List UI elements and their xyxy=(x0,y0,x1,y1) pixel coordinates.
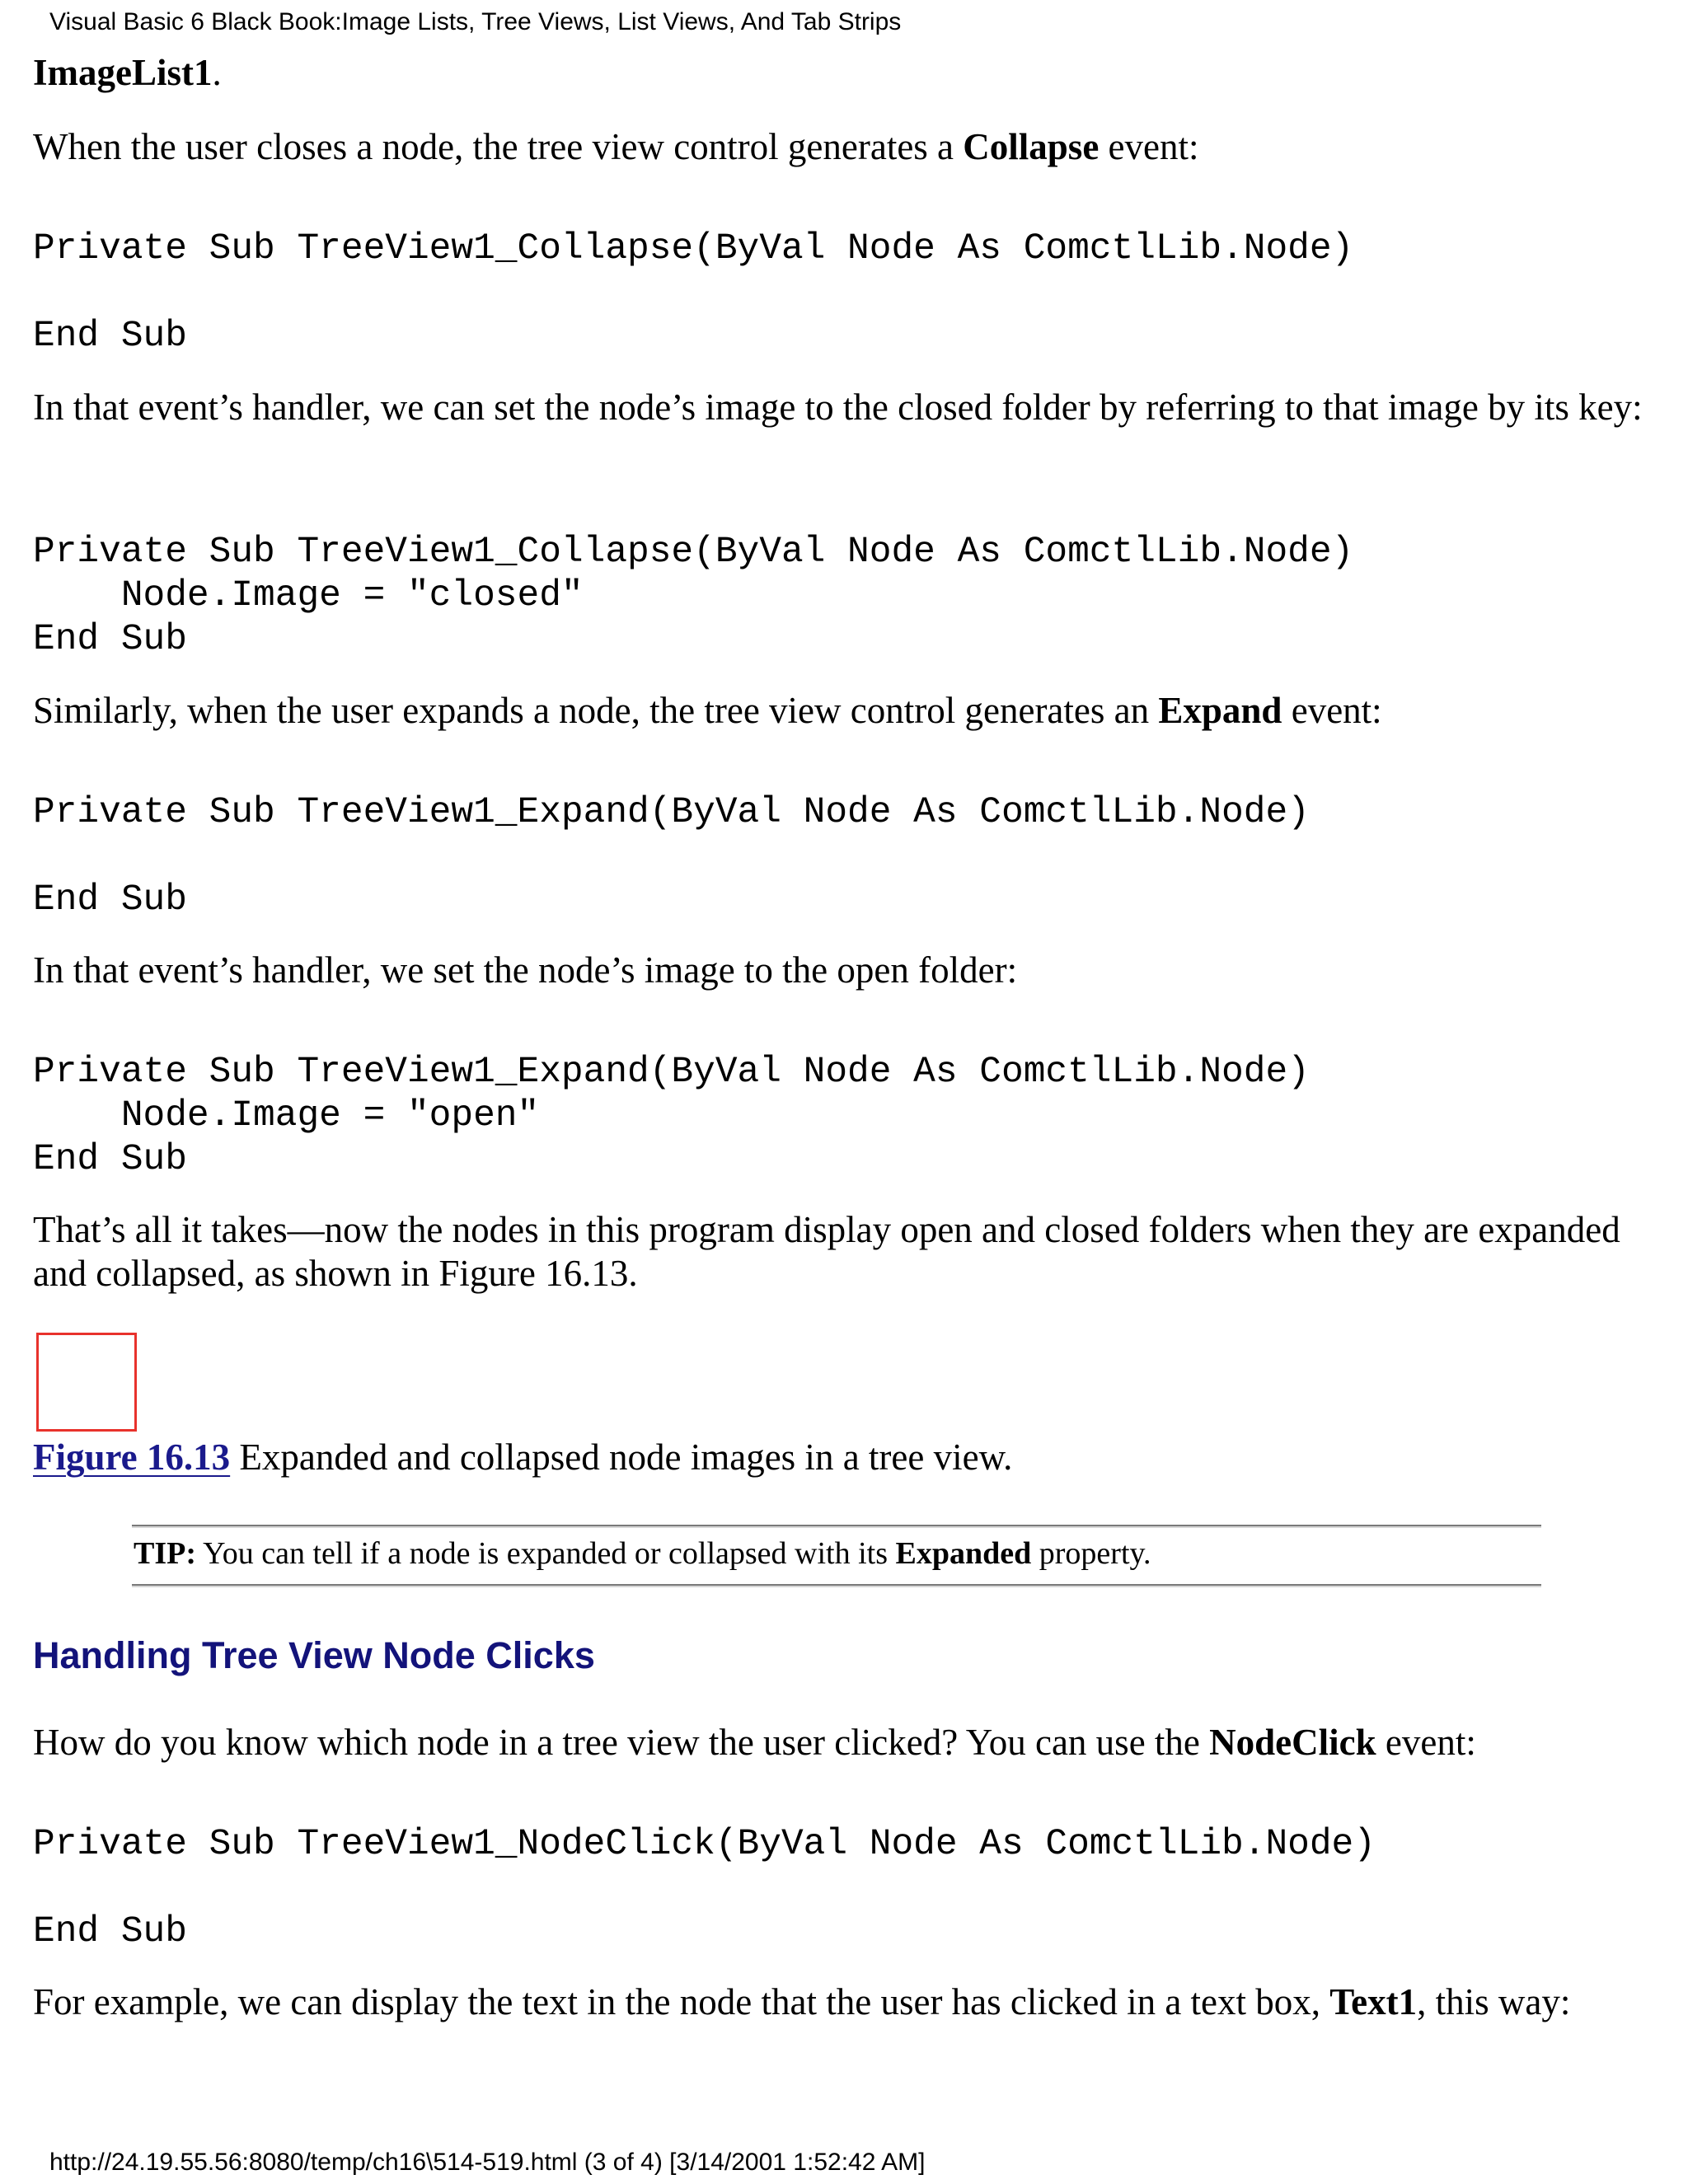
paragraph-expand-handler: In that event’s handler, we set the node’s image to the open folder: xyxy=(33,949,1018,991)
tip-box xyxy=(132,1525,1541,1587)
tip-text: TIP: You can tell if a node is expanded or collapsed with its Expanded property. xyxy=(134,1536,1151,1571)
paragraph-thats-all: That’s all it takes—now the nodes in this program display open and closed folders when they are expanded and collapsed, as shown in Figure 16.13. xyxy=(33,1209,1620,1294)
expand-term: Expand xyxy=(1158,690,1282,731)
code-collapse-empty: Private Sub TreeView1_Collapse(ByVal Node As ComctlLib.Node) End Sub xyxy=(33,228,1354,357)
nodeclick-term: NodeClick xyxy=(1209,1722,1376,1763)
figure-image-placeholder xyxy=(36,1333,137,1432)
code-collapse-full: Private Sub TreeView1_Collapse(ByVal Node As ComctlLib.Node) Node.Image = "closed" End Sub xyxy=(33,532,1354,660)
tip-label: TIP: xyxy=(134,1536,196,1571)
figure-link[interactable]: Figure 16.13 xyxy=(33,1436,231,1478)
tip-top-rule xyxy=(132,1525,1541,1528)
paragraph-example: For example, we can display the text in the node that the user has clicked in a text box, Text1, this way: xyxy=(33,1981,1571,2022)
tip-bottom-rule xyxy=(132,1584,1541,1587)
section-heading: Handling Tree View Node Clicks xyxy=(33,1634,595,1676)
paragraph-imagelist: ImageList1. xyxy=(33,52,222,93)
collapse-term: Collapse xyxy=(963,126,1100,167)
paragraph-collapse: When the user closes a node, the tree view control generates a Collapse event: xyxy=(33,126,1199,167)
paragraph-expand: Similarly, when the user expands a node, the tree view control generates an Expand event: xyxy=(33,690,1382,731)
page-header: Visual Basic 6 Black Book:Image Lists, Tree Views, List Views, And Tab Strips xyxy=(49,8,902,35)
code-nodeclick: Private Sub TreeView1_NodeClick(ByVal Node As ComctlLib.Node) End Sub xyxy=(33,1824,1376,1952)
imagelist-term: ImageList1 xyxy=(33,52,213,93)
text1-term: Text1 xyxy=(1329,1981,1418,2022)
code-expand-empty: Private Sub TreeView1_Expand(ByVal Node As ComctlLib.Node) End Sub xyxy=(33,792,1310,921)
expanded-term: Expanded xyxy=(895,1536,1032,1571)
code-expand-full: Private Sub TreeView1_Expand(ByVal Node As ComctlLib.Node) Node.Image = "open" End Sub xyxy=(33,1052,1310,1180)
figure-caption: Figure 16.13 Expanded and collapsed node images in a tree view. xyxy=(33,1436,1013,1478)
paragraph-nodeclick: How do you know which node in a tree view the user clicked? You can use the NodeClick event: xyxy=(33,1722,1476,1763)
paragraph-collapse-handler: In that event’s handler, we can set the node’s image to the closed folder by referring to that image by its key: xyxy=(33,387,1643,428)
page-footer-url: http://24.19.55.56:8080/temp/ch16\514-519.html (3 of 4) [3/14/2001 1:52:42 AM] xyxy=(49,2149,926,2176)
